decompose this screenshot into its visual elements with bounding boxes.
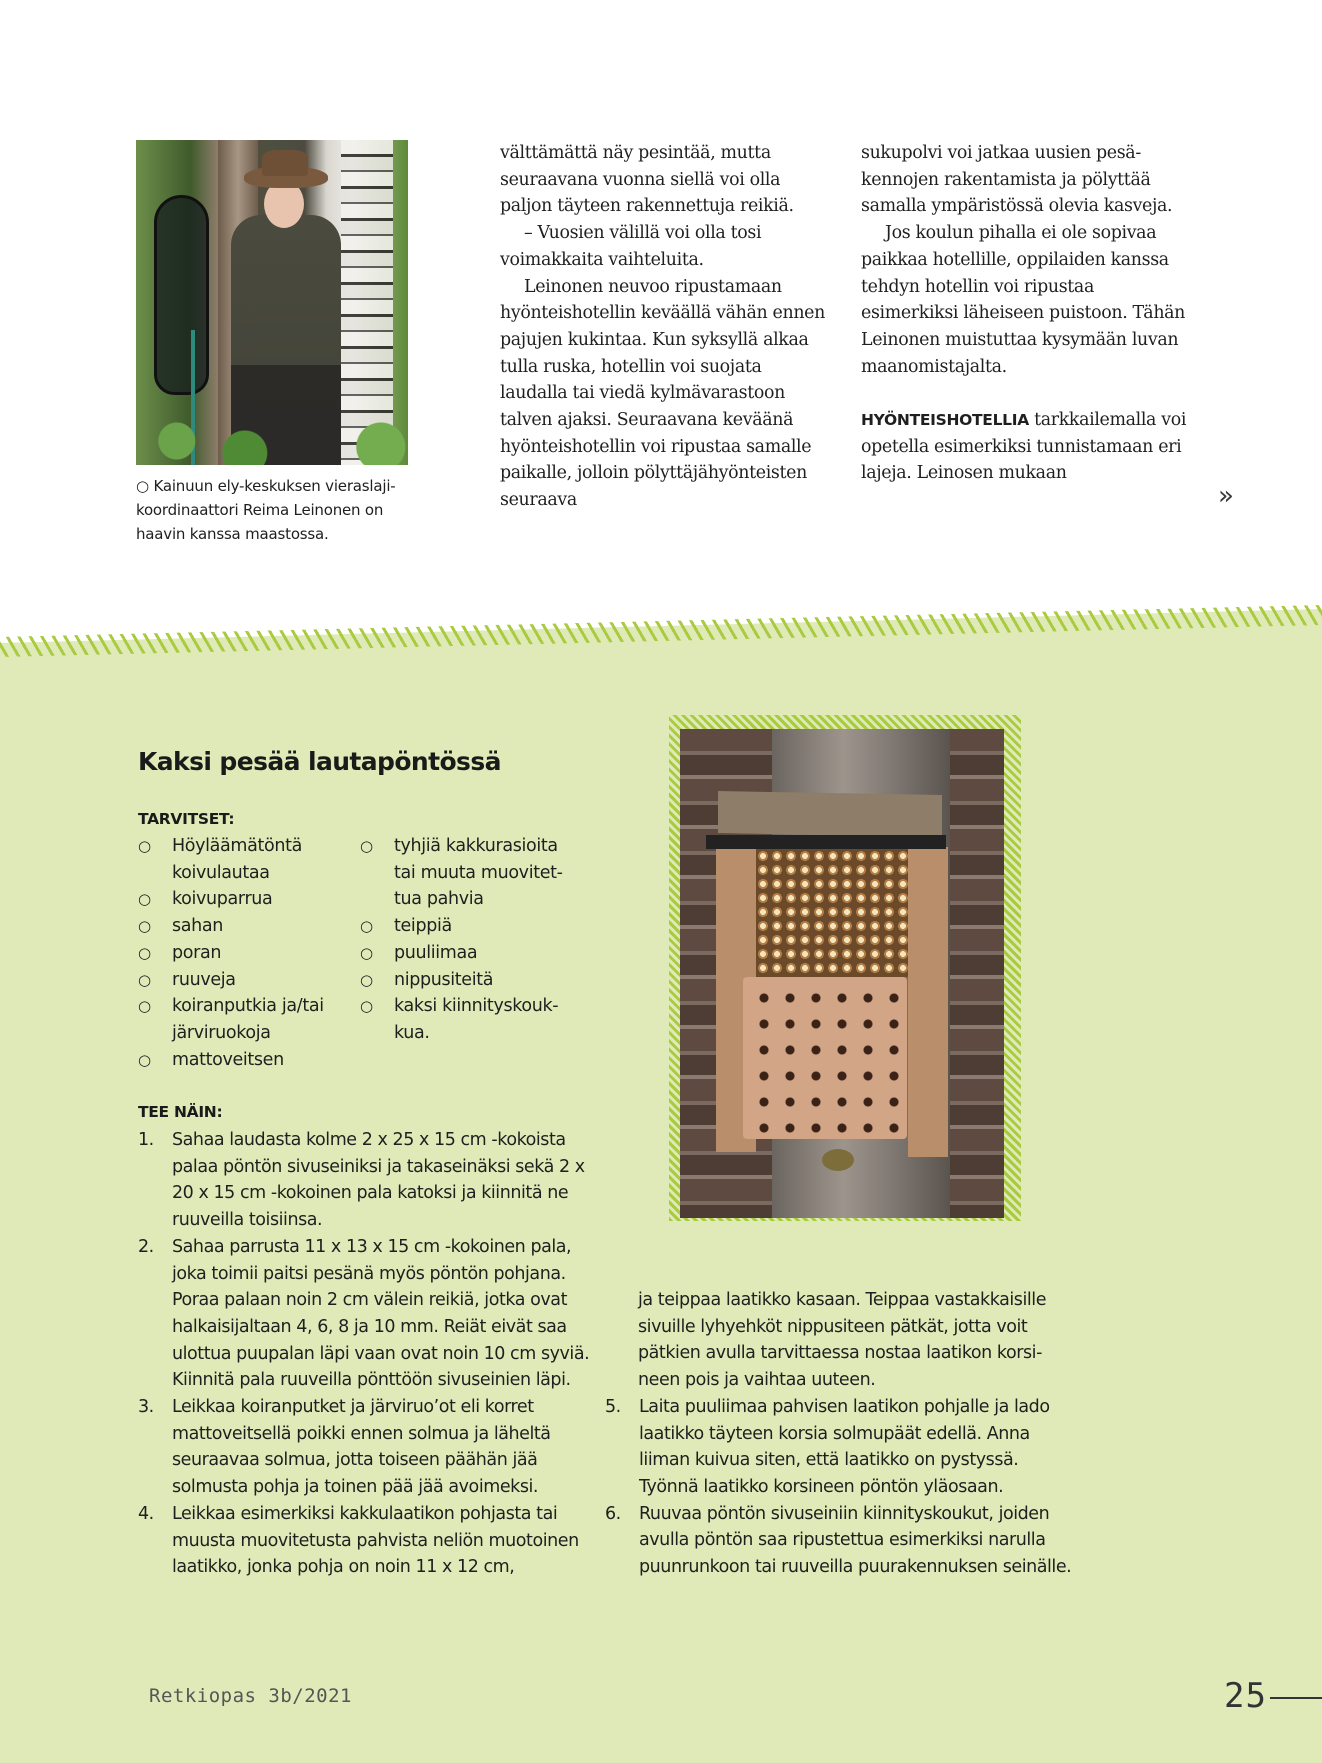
supply-text: nippusiteitä xyxy=(394,969,494,990)
supply-item xyxy=(360,833,580,913)
supply-item xyxy=(360,940,580,967)
photo-zip-tie xyxy=(706,835,946,849)
bullet-icon: ○ xyxy=(138,837,151,855)
paragraph-spacer xyxy=(861,380,1191,407)
photo-drilled-block xyxy=(743,977,907,1139)
supply-text: koivuparrua xyxy=(172,889,273,910)
step-number: 4. xyxy=(138,1503,154,1524)
supply-item xyxy=(360,967,580,994)
supply-item xyxy=(138,993,348,1046)
supplies-list-2 xyxy=(360,833,580,1047)
bullet-icon: ○ xyxy=(138,1050,151,1069)
bullet-icon: ○ xyxy=(138,997,151,1016)
supplies-list-1 xyxy=(138,833,348,1073)
bullet-icon: ○ xyxy=(138,917,151,936)
supply-text: kaksi kiinnityskoukkua. xyxy=(394,996,559,1043)
paragraph-text: tarkkailemalla voi opetella esimerkiksi tunnistamaan eri lajeja. Leinosen mukaan xyxy=(861,410,1187,484)
supply-item xyxy=(360,993,580,1046)
step-number: 6. xyxy=(605,1503,621,1524)
supply-text: mattoveitsen xyxy=(172,1049,284,1070)
supply-text: puuliimaa xyxy=(394,942,478,963)
article-paragraph: välttämättä näy pesintää, mutta seuraavana vuonna siellä voi olla paljon täyteen rakennettuja reikiä. xyxy=(500,143,794,217)
bullet-icon: ○ xyxy=(360,997,373,1016)
photo-hat-crown xyxy=(262,150,308,176)
photo-leaves xyxy=(136,405,408,465)
supply-item xyxy=(138,833,348,886)
step-item xyxy=(605,1501,1075,1581)
photo-insect-hotel xyxy=(680,729,1004,1218)
step-text: Sahaa laudasta kolme 2 x 25 x 15 cm -kokoista palaa pöntön sivuseiniksi ja takaseinäksi sekä 2 x 20 x 15 cm -kokoinen pala katoksi ja kiinnitä ne ruuveilla toisiinsa. xyxy=(172,1130,585,1231)
supply-item xyxy=(138,886,348,913)
steps-list-continued xyxy=(605,1287,1075,1581)
caption-bullet-icon: ○ xyxy=(136,477,149,495)
supply-text: teippiä xyxy=(394,916,452,937)
bullet-icon: ○ xyxy=(138,943,151,962)
supply-text: Höyläämätöntä koivulautaa xyxy=(172,836,302,883)
step-item xyxy=(605,1394,1075,1501)
step-text: Ruuvaa pöntön sivuseiniin kiinnityskoukut, joiden avulla pöntön saa ripustettua esimerkiksi narulla puunrunkoon tai ruuveilla puurakennuksen seinälle. xyxy=(639,1503,1072,1578)
steps-list xyxy=(138,1127,598,1581)
photo-hotel-side-right xyxy=(908,847,948,1157)
step-number: 2. xyxy=(138,1236,154,1257)
step-item xyxy=(138,1501,598,1581)
page-number-rule xyxy=(1270,1697,1322,1699)
step-number: 1. xyxy=(138,1130,154,1150)
supply-text: koiranputkia ja/tai järviruokoja xyxy=(172,996,324,1043)
continue-arrow-icon: » xyxy=(1218,481,1234,511)
step-item-continued xyxy=(605,1287,1075,1394)
article-paragraph xyxy=(861,407,1191,487)
supply-item xyxy=(138,940,348,967)
photo-insect-net xyxy=(154,195,209,395)
supply-item xyxy=(138,913,348,940)
supply-text: poran xyxy=(172,942,222,963)
supply-text: ruuveja xyxy=(172,969,236,990)
steps-label: TEE NÄIN: xyxy=(138,1103,223,1121)
photo-reima-leinonen xyxy=(136,140,408,465)
supply-item xyxy=(138,967,348,994)
recipe-title: Kaksi pesää lautapöntössä xyxy=(138,747,501,776)
article-paragraph: sukupolvi voi jatkaa uusien pesäkennojen rakentamista ja pölyttää samalla ympäristössä olevia kasveja. xyxy=(861,143,1173,217)
photo-caption xyxy=(136,474,406,546)
supply-text: tyhjiä kakkurasioita tai muuta muovitettua pahvia xyxy=(394,836,563,910)
article-paragraph: Jos koulun pihalla ei ole sopivaa paikkaa hotellille, oppilaiden kanssa tehdyn hotellin voi ripustaa esimerkiksi läheiseen puistoon. Tähän Leinonen muistuttaa kysymään luvan maanomistajalta. xyxy=(861,223,1186,377)
article-column-1 xyxy=(500,140,830,514)
bullet-icon: ○ xyxy=(360,943,373,962)
supplies-label: TARVITSET: xyxy=(138,810,235,828)
article-paragraph: Leinonen neuvoo ripustamaan hyönteishotellin keväällä vähän ennen pajujen kukintaa. Kun syksyllä alkaa tulla ruska, hotellin voi suojata laudalla tai viedä kylmävarastoon talven ajaksi. Seuraavana keväänä hyönteishotellin voi ripustaa samalle paikalle, jolloin pölyttäjähyönteisten seuraava xyxy=(500,276,825,511)
page-number: 25 xyxy=(1224,1676,1267,1716)
photo-hotel-roof xyxy=(718,791,942,837)
step-item xyxy=(138,1127,598,1234)
caption-text: Kainuun ely-keskuksen vieraslajikoordinaattori Reima Leinonen on haavin kanssa maastossa. xyxy=(136,477,396,543)
photo-post-nut xyxy=(822,1149,854,1171)
bullet-icon: ○ xyxy=(360,970,373,989)
step-text: Sahaa parrusta 11 x 13 x 15 cm -kokoinen pala, joka toimii paitsi pesänä myös pöntön pohjana. Poraa palaan noin 2 cm välein reikiä, jotka ovat halkaisijaltaan 4, 6, 8 ja 10 mm. Reiät eivät saa ulottua puupalan läpi vaan ovat noin 10 cm syviä. Kiinnitä pala ruuveilla pönttöön sivuseinien läpi. xyxy=(172,1236,590,1391)
step-item xyxy=(138,1394,598,1501)
step-number: 5. xyxy=(605,1396,621,1417)
publication-name: Retkiopas 3b/2021 xyxy=(149,1685,352,1707)
supply-text: sahan xyxy=(172,916,223,937)
step-text: ja teippaa laatikko kasaan. Teippaa vastakkaisille sivuille lyhyehköt nippusiteen pätkät, jotta voit pätkien avulla tarvittaessa nostaa laatikon korsineen pois ja vaihtaa uuteen. xyxy=(638,1290,1047,1391)
step-item xyxy=(138,1234,598,1394)
article-column-2 xyxy=(861,140,1191,487)
bullet-icon: ○ xyxy=(360,837,373,855)
bullet-icon: ○ xyxy=(138,890,151,909)
photo-reed-tubes xyxy=(756,849,908,977)
step-text: Leikkaa esimerkiksi kakkulaatikon pohjasta tai muusta muovitetusta pahvista neliön muotoinen laatikko, jonka pohja on noin 11 x 12 cm, xyxy=(172,1503,579,1578)
article-paragraph: – Vuosien välillä voi olla tosi voimakkaita vaihteluita. xyxy=(500,223,762,270)
paragraph-lead-in: HYÖNTEISHOTELLIA xyxy=(861,411,1029,430)
bullet-icon: ○ xyxy=(360,917,373,936)
supply-item xyxy=(138,1047,348,1074)
step-text: Leikkaa koiranputket ja järviruo’ot eli korret mattoveitsellä poikki ennen solmua ja läheltä seuraavaa solmua, jotta toiseen päähän jää solmusta pohja ja toinen pää jää avoimeksi. xyxy=(172,1397,551,1498)
step-text: Laita puuliimaa pahvisen laatikon pohjalle ja lado laatikko täyteen korsia solmupäät edellä. Anna liiman kuivua siten, että laatikko on pystyssä. Työnnä laatikko korsineen pöntön yläosaan. xyxy=(639,1396,1050,1497)
supply-item xyxy=(360,913,580,940)
step-number: 3. xyxy=(138,1397,154,1418)
bullet-icon: ○ xyxy=(138,970,151,989)
